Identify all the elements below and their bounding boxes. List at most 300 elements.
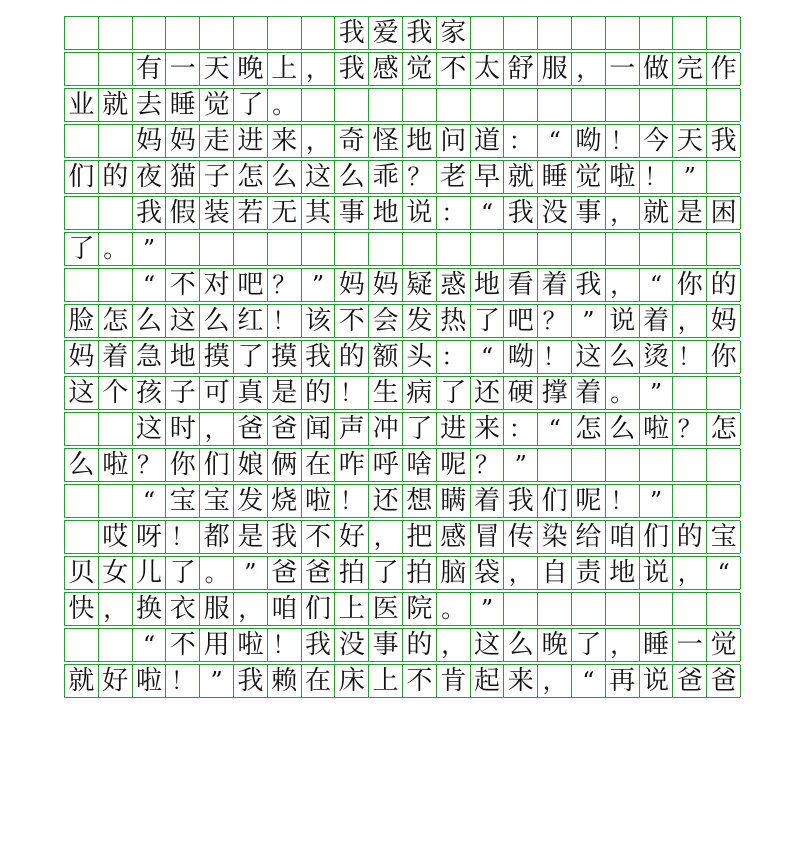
- grid-cell: 俩: [268, 449, 302, 481]
- grid-cell: 娘: [234, 449, 268, 481]
- grid-cell: 今: [640, 125, 674, 157]
- grid-cell: 这: [65, 377, 99, 409]
- grid-cell: [471, 89, 505, 121]
- grid-cell: 在: [302, 449, 336, 481]
- grid-cell: 看: [504, 269, 538, 301]
- grid-cell: 闻: [302, 413, 336, 445]
- grid-cell: 宝: [200, 485, 234, 517]
- grid-cell: 地: [166, 341, 200, 373]
- grid-cell: 地: [369, 197, 403, 229]
- grid-cell: ！: [268, 305, 302, 337]
- grid-cell: ？: [268, 269, 302, 301]
- grid-cell: 早: [471, 161, 505, 193]
- essay-line: [64, 268, 740, 302]
- grid-cell: 道: [471, 125, 505, 157]
- grid-cell: 啥: [403, 449, 437, 481]
- grid-cell: 夜: [133, 161, 167, 193]
- grid-cell: ”: [673, 161, 707, 193]
- grid-cell: 你: [166, 449, 200, 481]
- grid-cell: 了: [234, 341, 268, 373]
- grid-cell: 来: [504, 665, 538, 697]
- grid-cell: [403, 89, 437, 121]
- grid-cell: [65, 485, 99, 517]
- grid-cell: 呦: [572, 125, 606, 157]
- grid-cell: “: [471, 197, 505, 229]
- grid-cell: 用: [200, 629, 234, 661]
- grid-cell: 问: [437, 125, 471, 157]
- grid-cell: [707, 593, 741, 625]
- grid-cell: 说: [640, 557, 674, 589]
- grid-cell: 业: [65, 89, 99, 121]
- essay-line: [64, 520, 740, 554]
- grid-cell: 贝: [65, 557, 99, 589]
- grid-cell: 么: [606, 413, 640, 445]
- grid-cell: 家: [437, 17, 471, 49]
- grid-cell: 爸: [268, 557, 302, 589]
- grid-cell: 妈: [166, 125, 200, 157]
- grid-cell: 你: [707, 341, 741, 373]
- grid-cell: [471, 17, 505, 49]
- grid-cell: 完: [673, 53, 707, 85]
- grid-cell: [234, 233, 268, 265]
- grid-cell: 对: [200, 269, 234, 301]
- grid-cell: [302, 89, 336, 121]
- grid-cell: 么: [606, 341, 640, 373]
- grid-cell: [707, 449, 741, 481]
- grid-cell: [99, 269, 133, 301]
- grid-cell: ：: [437, 341, 471, 373]
- grid-cell: 去: [133, 89, 167, 121]
- grid-cell: 怎: [707, 413, 741, 445]
- grid-cell: 责: [572, 557, 606, 589]
- grid-cell: 不: [166, 629, 200, 661]
- grid-cell: 假: [166, 197, 200, 229]
- grid-cell: 热: [437, 305, 471, 337]
- grid-cell: 么: [335, 161, 369, 193]
- grid-cell: [234, 17, 268, 49]
- grid-cell: 一: [606, 53, 640, 85]
- grid-cell: 的: [302, 377, 336, 409]
- grid-cell: [99, 125, 133, 157]
- grid-cell: [673, 377, 707, 409]
- grid-cell: 再: [606, 665, 640, 697]
- grid-cell: [572, 593, 606, 625]
- grid-cell: 都: [200, 521, 234, 553]
- grid-cell: [640, 233, 674, 265]
- grid-cell: ，: [99, 593, 133, 625]
- grid-cell: ，: [606, 269, 640, 301]
- grid-cell: 这: [302, 161, 336, 193]
- grid-cell: 怎: [572, 413, 606, 445]
- grid-cell: 的: [673, 521, 707, 553]
- grid-cell: [302, 233, 336, 265]
- grid-cell: 这: [166, 305, 200, 337]
- grid-cell: ”: [640, 377, 674, 409]
- grid-cell: ？: [471, 449, 505, 481]
- grid-cell: ，: [673, 557, 707, 589]
- grid-cell: 医: [369, 593, 403, 625]
- grid-cell: 一: [673, 629, 707, 661]
- grid-cell: ，: [302, 53, 336, 85]
- grid-cell: [640, 89, 674, 121]
- grid-cell: 怪: [369, 125, 403, 157]
- grid-cell: 儿: [133, 557, 167, 589]
- grid-cell: 声: [335, 413, 369, 445]
- grid-cell: 妈: [369, 269, 403, 301]
- grid-cell: 怎: [99, 305, 133, 337]
- grid-cell: 。: [437, 593, 471, 625]
- grid-cell: [673, 449, 707, 481]
- grid-cell: 该: [302, 305, 336, 337]
- grid-cell: [572, 17, 606, 49]
- grid-cell: ”: [640, 485, 674, 517]
- grid-cell: ！: [268, 629, 302, 661]
- grid-cell: [640, 593, 674, 625]
- grid-cell: ，: [572, 53, 606, 85]
- grid-cell: 呼: [369, 449, 403, 481]
- essay-line: [64, 88, 740, 122]
- grid-cell: 服: [200, 593, 234, 625]
- grid-cell: 会: [369, 305, 403, 337]
- grid-cell: 说: [403, 197, 437, 229]
- grid-cell: 觉: [572, 161, 606, 193]
- grid-cell: ！: [538, 341, 572, 373]
- grid-cell: ，: [673, 305, 707, 337]
- grid-cell: 的: [707, 269, 741, 301]
- grid-cell: 妈: [133, 125, 167, 157]
- grid-cell: ”: [234, 557, 268, 589]
- essay-line: [64, 664, 740, 698]
- grid-cell: [99, 53, 133, 85]
- grid-cell: 染: [538, 521, 572, 553]
- grid-cell: [572, 449, 606, 481]
- grid-cell: [606, 449, 640, 481]
- grid-cell: [99, 413, 133, 445]
- grid-cell: “: [133, 485, 167, 517]
- grid-cell: 就: [65, 665, 99, 697]
- grid-cell: [504, 233, 538, 265]
- essay-line: [64, 304, 740, 338]
- grid-cell: 摸: [268, 341, 302, 373]
- grid-cell: 这: [572, 341, 606, 373]
- grid-cell: [538, 17, 572, 49]
- grid-cell: “: [471, 341, 505, 373]
- grid-cell: [65, 17, 99, 49]
- grid-cell: 爸: [707, 665, 741, 697]
- grid-cell: 不: [403, 665, 437, 697]
- grid-cell: 我: [572, 269, 606, 301]
- grid-cell: 冒: [471, 521, 505, 553]
- grid-cell: 你: [673, 269, 707, 301]
- essay-line: [64, 124, 740, 158]
- grid-cell: 哎: [99, 521, 133, 553]
- grid-cell: [673, 233, 707, 265]
- grid-cell: 起: [471, 665, 505, 697]
- grid-cell: 怎: [234, 161, 268, 193]
- grid-cell: [200, 17, 234, 49]
- essay-line: [64, 484, 740, 518]
- grid-cell: 么: [504, 629, 538, 661]
- grid-cell: 好: [335, 521, 369, 553]
- grid-cell: [335, 89, 369, 121]
- grid-cell: ！: [166, 665, 200, 697]
- grid-cell: “: [572, 665, 606, 697]
- grid-cell: 爱: [369, 17, 403, 49]
- grid-cell: 换: [133, 593, 167, 625]
- grid-cell: [99, 197, 133, 229]
- grid-cell: 们: [65, 161, 99, 193]
- grid-cell: 了: [403, 413, 437, 445]
- grid-cell: [640, 17, 674, 49]
- grid-cell: 额: [369, 341, 403, 373]
- grid-cell: ：: [504, 413, 538, 445]
- grid-cell: 啦: [133, 665, 167, 697]
- grid-cell: 奇: [335, 125, 369, 157]
- grid-cell: [302, 17, 336, 49]
- grid-cell: 爸: [234, 413, 268, 445]
- grid-cell: 上: [369, 665, 403, 697]
- grid-cell: [133, 17, 167, 49]
- grid-cell: 了: [369, 557, 403, 589]
- grid-cell: 病: [403, 377, 437, 409]
- grid-cell: 感: [437, 521, 471, 553]
- grid-cell: ”: [133, 233, 167, 265]
- grid-cell: 爸: [302, 557, 336, 589]
- grid-cell: 我: [302, 629, 336, 661]
- grid-cell: 么: [268, 161, 302, 193]
- grid-cell: 上: [335, 593, 369, 625]
- grid-cell: ：: [437, 197, 471, 229]
- grid-cell: 我: [302, 341, 336, 373]
- grid-cell: [707, 17, 741, 49]
- grid-cell: ”: [471, 593, 505, 625]
- grid-cell: [606, 233, 640, 265]
- grid-cell: [99, 629, 133, 661]
- grid-cell: 来: [471, 413, 505, 445]
- grid-cell: 不: [302, 521, 336, 553]
- grid-cell: [538, 593, 572, 625]
- grid-cell: ，: [437, 629, 471, 661]
- grid-cell: ，: [200, 413, 234, 445]
- grid-cell: 地: [471, 269, 505, 301]
- grid-cell: 了: [65, 233, 99, 265]
- grid-cell: [504, 593, 538, 625]
- grid-cell: 呦: [504, 341, 538, 373]
- essay-line: [64, 628, 740, 662]
- grid-cell: [200, 233, 234, 265]
- grid-cell: “: [538, 125, 572, 157]
- grid-cell: 爸: [673, 665, 707, 697]
- grid-cell: [538, 233, 572, 265]
- grid-cell: ！: [335, 485, 369, 517]
- grid-cell: 啦: [640, 413, 674, 445]
- grid-cell: 了: [471, 305, 505, 337]
- grid-cell: 若: [234, 197, 268, 229]
- grid-cell: 急: [133, 341, 167, 373]
- grid-cell: 着: [471, 485, 505, 517]
- grid-cell: 袋: [471, 557, 505, 589]
- grid-cell: 作: [707, 53, 741, 85]
- grid-cell: 的: [403, 629, 437, 661]
- grid-cell: 烫: [640, 341, 674, 373]
- grid-cell: [606, 593, 640, 625]
- grid-cell: 了: [234, 89, 268, 121]
- grid-cell: 么: [133, 305, 167, 337]
- grid-cell: 一: [166, 53, 200, 85]
- grid-cell: 。: [99, 233, 133, 265]
- grid-cell: 觉: [200, 89, 234, 121]
- grid-cell: 的: [99, 161, 133, 193]
- grid-cell: 还: [369, 485, 403, 517]
- grid-cell: 拍: [403, 557, 437, 589]
- grid-cell: 拍: [335, 557, 369, 589]
- grid-cell: 乖: [369, 161, 403, 193]
- grid-cell: 不: [335, 305, 369, 337]
- essay-line: [64, 160, 740, 194]
- grid-cell: [673, 485, 707, 517]
- grid-cell: 生: [369, 377, 403, 409]
- grid-cell: 衣: [166, 593, 200, 625]
- grid-cell: ！: [606, 125, 640, 157]
- grid-cell: 我: [268, 521, 302, 553]
- grid-cell: 进: [234, 125, 268, 157]
- grid-cell: [268, 17, 302, 49]
- grid-cell: 睡: [640, 629, 674, 661]
- grid-cell: 觉: [707, 629, 741, 661]
- grid-cell: “: [538, 413, 572, 445]
- grid-cell: [504, 17, 538, 49]
- grid-cell: 咋: [335, 449, 369, 481]
- grid-cell: 说: [606, 305, 640, 337]
- grid-cell: 没: [538, 197, 572, 229]
- grid-cell: 是: [268, 377, 302, 409]
- grid-cell: 子: [166, 377, 200, 409]
- grid-cell: 我: [335, 17, 369, 49]
- grid-cell: 了: [437, 377, 471, 409]
- grid-cell: 太: [471, 53, 505, 85]
- grid-cell: [437, 233, 471, 265]
- grid-cell: [673, 89, 707, 121]
- grid-cell: 我: [403, 17, 437, 49]
- grid-cell: 服: [538, 53, 572, 85]
- grid-cell: 着: [640, 305, 674, 337]
- grid-cell: 没: [335, 629, 369, 661]
- grid-cell: 发: [234, 485, 268, 517]
- grid-cell: [538, 89, 572, 121]
- grid-cell: 赖: [268, 665, 302, 697]
- grid-cell: 爸: [268, 413, 302, 445]
- grid-cell: 脸: [65, 305, 99, 337]
- grid-cell: 呢: [572, 485, 606, 517]
- grid-cell: ，: [504, 557, 538, 589]
- grid-cell: ？: [403, 161, 437, 193]
- grid-cell: 着: [99, 341, 133, 373]
- grid-cell: 吧: [504, 305, 538, 337]
- grid-cell: “: [133, 269, 167, 301]
- grid-cell: 就: [99, 89, 133, 121]
- grid-cell: ”: [302, 269, 336, 301]
- grid-cell: ？: [673, 413, 707, 445]
- grid-cell: ”: [504, 449, 538, 481]
- grid-cell: [65, 197, 99, 229]
- essay-title-row: [64, 16, 740, 50]
- grid-cell: 有: [133, 53, 167, 85]
- grid-cell: 天: [673, 125, 707, 157]
- grid-cell: 好: [99, 665, 133, 697]
- grid-cell: 了: [572, 629, 606, 661]
- grid-cell: 烧: [268, 485, 302, 517]
- grid-cell: 硬: [504, 377, 538, 409]
- grid-cell: ，: [606, 629, 640, 661]
- grid-cell: 摸: [200, 341, 234, 373]
- grid-cell: [707, 233, 741, 265]
- essay-line: [64, 376, 740, 410]
- grid-cell: 是: [673, 197, 707, 229]
- grid-cell: 孩: [133, 377, 167, 409]
- grid-cell: 来: [268, 125, 302, 157]
- grid-cell: 无: [268, 197, 302, 229]
- grid-cell: [538, 449, 572, 481]
- grid-cell: 觉: [403, 53, 437, 85]
- grid-cell: ！: [640, 161, 674, 193]
- grid-cell: 把: [403, 521, 437, 553]
- grid-cell: 是: [234, 521, 268, 553]
- grid-cell: 时: [166, 413, 200, 445]
- grid-cell: 不: [437, 53, 471, 85]
- grid-cell: 地: [606, 557, 640, 589]
- grid-cell: 做: [640, 53, 674, 85]
- essay-line: [64, 556, 740, 590]
- grid-cell: 么: [200, 305, 234, 337]
- grid-cell: 。: [268, 89, 302, 121]
- grid-cell: 女: [99, 557, 133, 589]
- grid-cell: [707, 89, 741, 121]
- grid-cell: 这: [133, 413, 167, 445]
- grid-cell: [437, 89, 471, 121]
- grid-cell: ”: [572, 305, 606, 337]
- grid-cell: 啦: [99, 449, 133, 481]
- grid-cell: 困: [707, 197, 741, 229]
- grid-cell: 妈: [335, 269, 369, 301]
- grid-cell: 睡: [538, 161, 572, 193]
- grid-cell: 说: [640, 665, 674, 697]
- grid-cell: 着: [572, 377, 606, 409]
- grid-cell: 事: [369, 629, 403, 661]
- grid-cell: 快: [65, 593, 99, 625]
- grid-cell: 惑: [437, 269, 471, 301]
- grid-cell: 肯: [437, 665, 471, 697]
- grid-cell: [166, 17, 200, 49]
- grid-cell: 晚: [538, 629, 572, 661]
- grid-cell: 自: [538, 557, 572, 589]
- grid-cell: [606, 17, 640, 49]
- grid-cell: 床: [335, 665, 369, 697]
- grid-cell: ，: [538, 665, 572, 697]
- grid-cell: 老: [437, 161, 471, 193]
- grid-cell: [335, 233, 369, 265]
- grid-cell: 子: [200, 161, 234, 193]
- grid-cell: 装: [200, 197, 234, 229]
- grid-cell: 妈: [65, 341, 99, 373]
- essay-line: [64, 412, 740, 446]
- grid-cell: ？: [538, 305, 572, 337]
- grid-cell: 猫: [166, 161, 200, 193]
- grid-cell: ！: [673, 341, 707, 373]
- grid-cell: 脑: [437, 557, 471, 589]
- grid-cell: 就: [504, 161, 538, 193]
- grid-cell: ，: [302, 125, 336, 157]
- grid-cell: 事: [572, 197, 606, 229]
